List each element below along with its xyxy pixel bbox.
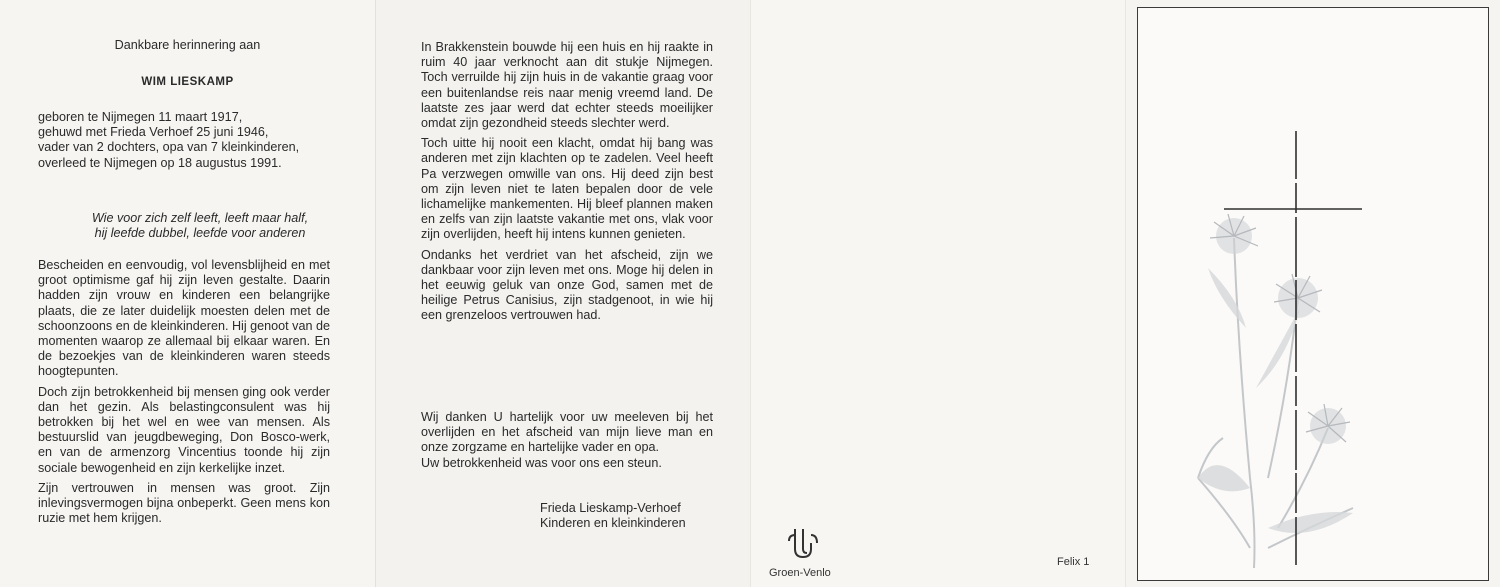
- story-paragraph: Zijn vertrouwen in mensen was groot. Zijn inlevingsvermogen bijna onbeperkt. Geen mens kon ruzie met hem krijgen.: [38, 480, 330, 526]
- bio-line: geboren te Nijmegen 11 maart 1917,: [38, 110, 243, 124]
- blank-back-panel: [750, 0, 1126, 587]
- printer-name: Groen-Venlo: [769, 567, 831, 579]
- cover-frame: [1137, 7, 1489, 581]
- flower-illustration: [1138, 8, 1488, 580]
- story-paragraph: In Brakkenstein bouwde hij een huis en hij raakte in ruim 40 jaar verknocht aan dit stukje Nijmegen. Toch verruilde hij zijn huis in de vakantie graag voor een buitenlandse reis naar menig vreemd land. De laatste zes jaar werd dat echter steeds moeilijker omdat zijn gezondheid steeds slechter werd.: [421, 40, 713, 131]
- story-paragraph: Ondanks het verdriet van het afscheid, zijn we dankbaar voor zijn leven met ons. Moge hij delen in het eeuwig geluk van onze God, samen met de heilige Petrus Canisius, zijn stadgenoot, in wie hij een grenzeloos vertrouwen had.: [421, 247, 713, 323]
- thanks-block: [421, 410, 713, 471]
- left-panel: [0, 0, 375, 587]
- bio-block: [38, 110, 330, 171]
- bio-line: vader van 2 dochters, opa van 7 kleinkinderen,: [38, 140, 300, 155]
- life-story-continued: [421, 40, 713, 329]
- card-model: Felix 1: [1057, 556, 1090, 568]
- story-paragraph: Doch zijn betrokkenheid bij mensen ging ook verder dan het gezin. Als belastingconsulent was hij betrokken bij het wel en wee van mensen. Als bestuurslid van jeugdbeweging, Don Bosco-werk, en van de armenzorg Vincentius toonde hij zijn sociale bewogenheid en zijn kerkelijke inzet.: [38, 384, 330, 475]
- bio-line: gehuwd met Frieda Verhoef 25 juni 1946,: [38, 125, 269, 140]
- story-paragraph: Bescheiden en eenvoudig, vol levensblijheid en met groot optimisme gaf hij zijn leven gestalte. Daarin hadden zijn vrouw en kinderen een belangrijke plaats, die ze later duidelijk moesten delen met de schoonzoons en de kleinkinderen. Hij genoot van de momenten waarop ze allemaal bij elkaar waren. En de bezoekjes van de kleinkinderen waren steeds hoogtepunten.: [38, 258, 330, 379]
- signature-line: Kinderen en kleinkinderen: [540, 516, 686, 531]
- story-paragraph: Toch uitte hij nooit een klacht, omdat hij bang was anderen met zijn klachten op te zadelen. Veel heeft Pa verzwegen omwille van ons. Hij deed zijn best om zijn leven niet te laten bepalen door de vele lichamelijke mankementen. Hij bleef plannen maken en zelfs van zijn laatste vakantie met ons, vlak voor zijn overlijden, heeft hij intens kunnen genieten.: [421, 136, 713, 242]
- dedication-heading: Dankbare herinnering aan: [114, 38, 261, 52]
- life-story: [38, 258, 330, 531]
- bio-line: overleed te Nijmegen op 18 augustus 1991.: [38, 155, 282, 170]
- signature: [540, 501, 686, 532]
- signature-line: Frieda Lieskamp-Verhoef: [540, 501, 681, 515]
- deceased-name: WIM LIESKAMP: [141, 76, 234, 88]
- thanks-text-2: Uw betrokkenheid was voor ons een steun.: [421, 455, 662, 470]
- memorial-quote: [60, 211, 340, 241]
- quote-line: hij leefde dubbel, leefde voor anderen: [94, 226, 306, 241]
- thanks-text: Wij danken U hartelijk voor uw meeleven bij het overlijden en het afscheid van mijn lieve man en onze zorgzame en hartelijke vader en opa.: [421, 410, 713, 455]
- quote-line: Wie voor zich zelf leeft, leeft maar half,: [91, 211, 309, 225]
- printer-logo-icon: [785, 525, 821, 566]
